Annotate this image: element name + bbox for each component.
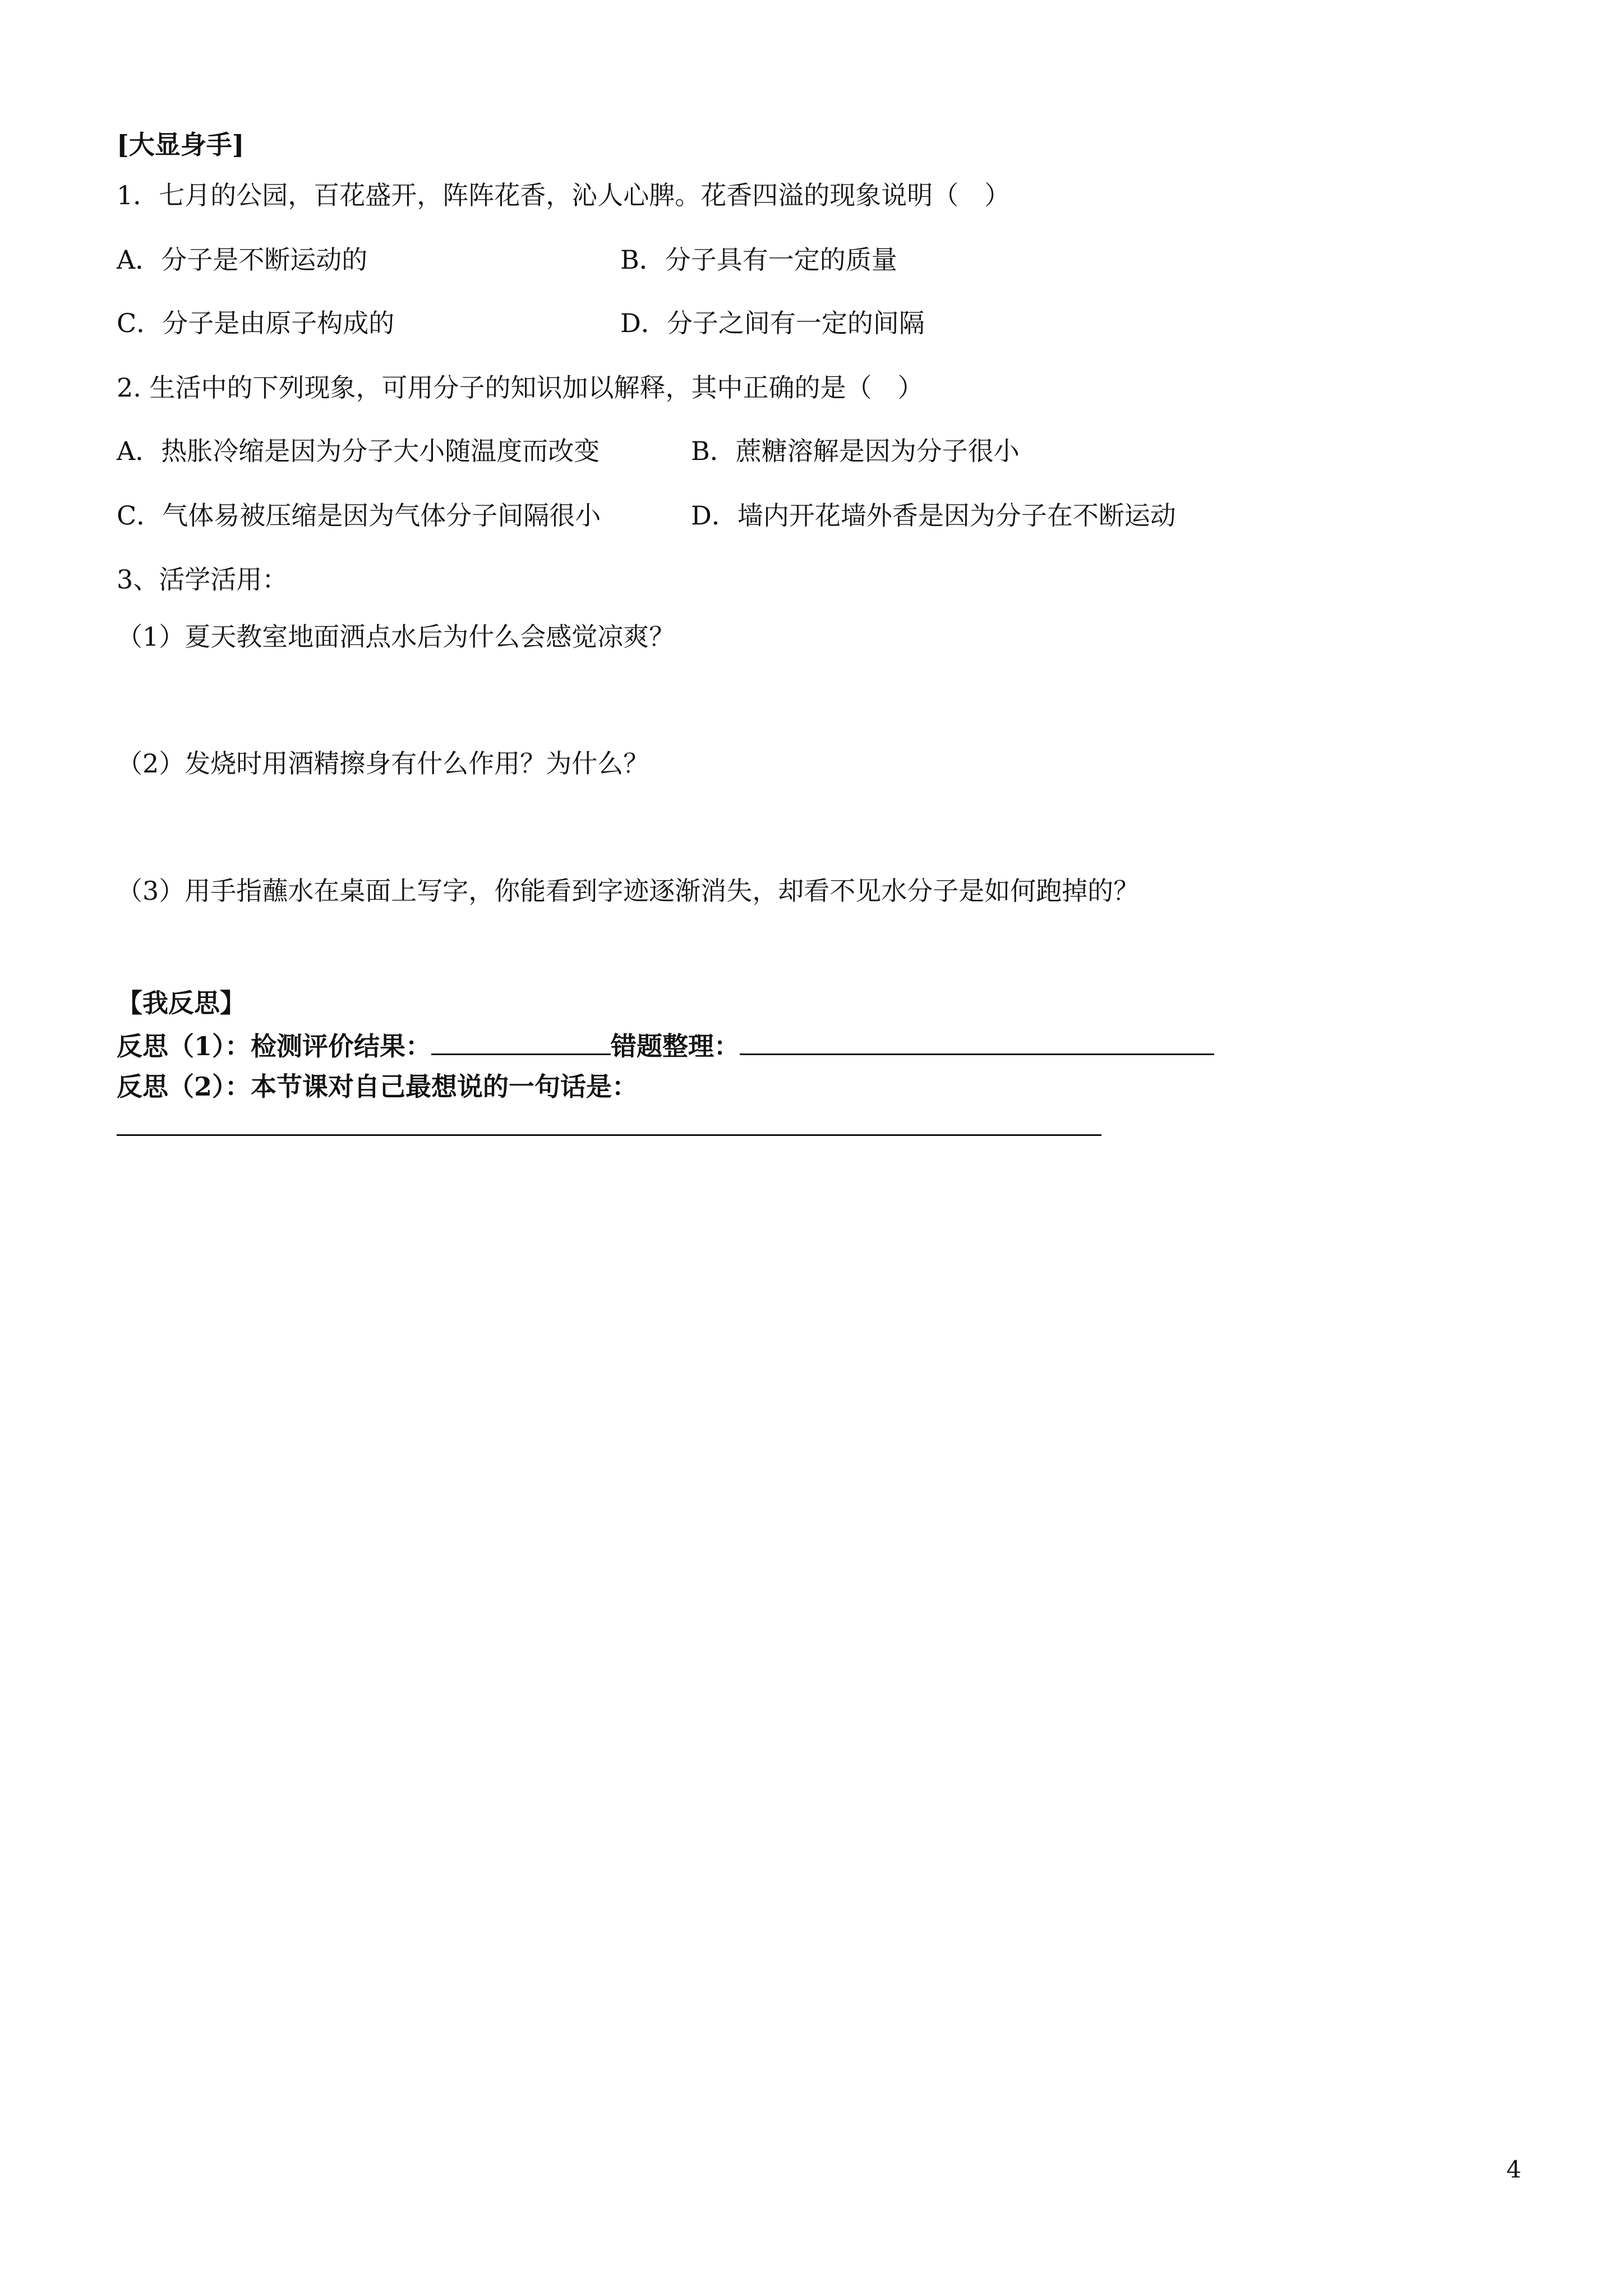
reflection-line-1 [117,1029,1214,1063]
evaluation-result-blank[interactable] [431,1029,611,1055]
reflection-2-label: 反思（2）：本节课对自己最想说的一句话是： [117,1071,638,1102]
apply-item-1: （1）夏天教室地面洒点水后为什么会感觉凉爽？ [117,622,675,652]
question-1-option-c: C．分子是由原子构成的 [117,308,395,338]
section-title: [大显身手] [117,130,245,160]
question-1-option-a: A．分子是不断运动的 [117,245,368,275]
error-review-label: 错题整理： [611,1031,740,1061]
error-review-blank[interactable] [740,1029,1214,1055]
apply-item-2: （2）发烧时用酒精擦身有什么作用？为什么？ [117,748,649,779]
question-1-option-d: D．分子之间有一定的间隔 [620,308,925,338]
question-2-option-c: C．气体易被压缩是因为气体分子间隔很小 [117,500,601,531]
question-1-option-b: B．分子具有一定的质量 [620,245,897,275]
question-2-option-b: B．蔗糖溶解是因为分子很小 [691,436,1020,466]
question-2-option-d: D．墙内开花墙外香是因为分子在不断运动 [691,500,1176,531]
reflection-2-answer-line[interactable] [117,1134,1101,1136]
apply-heading: 3、活学活用： [117,564,288,595]
apply-item-3: （3）用手指蘸水在桌面上写字，你能看到字迹逐渐消失，却看不见水分子是如何跑掉的？ [117,876,1140,906]
reflection-heading: 【我反思】 [117,988,246,1018]
reflection-1-label: 反思（1）：检测评价结果： [117,1031,432,1061]
page-number: 4 [1506,2156,1521,2183]
question-2-stem: 2. 生活中的下列现象，可用分子的知识加以解释，其中正确的是（ ） [117,372,924,403]
question-1-stem: 1．七月的公园，百花盛开，阵阵花香，沁人心脾。花香四溢的现象说明（ ） [117,180,1011,210]
question-2-option-a: A．热胀冷缩是因为分子大小随温度而改变 [117,436,600,466]
